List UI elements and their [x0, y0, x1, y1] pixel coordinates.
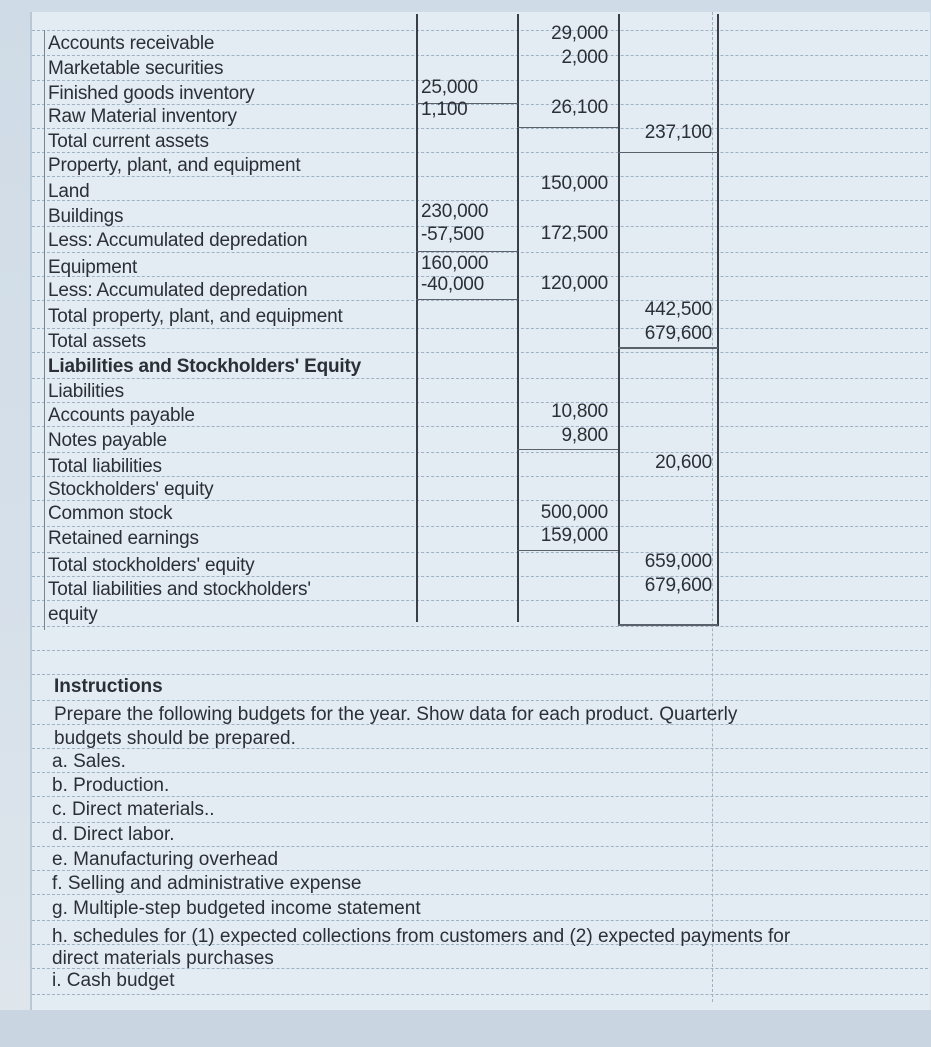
row-value: 500,000: [540, 502, 608, 523]
row-value: 679,600: [644, 575, 712, 596]
row-label: Total liabilities: [48, 456, 162, 477]
row-value: 237,100: [644, 122, 712, 143]
list-item: c. Direct materials..: [52, 799, 215, 820]
row-label: Buildings: [48, 206, 124, 227]
instructions-intro: Prepare the following budgets for the year. Show data for each product. Quarterly: [54, 704, 738, 725]
list-item: direct materials purchases: [52, 948, 274, 969]
list-item: e. Manufacturing overhead: [52, 849, 279, 870]
row-label: Stockholders' equity: [48, 479, 214, 500]
row-label: Less: Accumulated depredation: [48, 280, 308, 301]
row-label: Marketable securities: [48, 58, 224, 79]
row-value: 20,600: [655, 452, 712, 473]
row-label: Land: [48, 181, 90, 202]
row-label: Property, plant, and equipment: [48, 155, 301, 176]
row-value: -57,500: [421, 224, 485, 245]
row-label: Equipment: [48, 257, 138, 278]
page-bottom-background: [0, 1010, 931, 1047]
list-item: d. Direct labor.: [52, 824, 175, 845]
row-label: Total assets: [48, 331, 146, 352]
row-value: 442,500: [644, 299, 712, 320]
row-label: Accounts payable: [48, 405, 195, 426]
row-value: -40,000: [421, 274, 485, 295]
row-label: Total liabilities and stockholders': [48, 579, 311, 600]
row-value: 120,000: [540, 273, 608, 294]
row-value: 150,000: [540, 173, 608, 194]
list-item: h. schedules for (1) expected collections from customers and (2) expected payments for: [52, 926, 791, 947]
instructions-intro: budgets should be prepared.: [54, 728, 296, 749]
row-value: 659,000: [644, 551, 712, 572]
row-value: 172,500: [540, 223, 608, 244]
row-label: Total stockholders' equity: [48, 555, 255, 576]
row-label: Total property, plant, and equipment: [48, 306, 343, 327]
list-item: g. Multiple-step budgeted income statement: [52, 898, 421, 919]
row-value: 2,000: [561, 47, 608, 68]
row-value: 29,000: [551, 23, 608, 44]
row-label: Raw Material inventory: [48, 106, 237, 127]
row-value: 159,000: [540, 525, 608, 546]
list-item: a. Sales.: [52, 751, 126, 772]
row-value: 679,600: [644, 323, 712, 344]
row-value: 1,100: [421, 99, 468, 120]
row-label: Finished goods inventory: [48, 83, 255, 104]
row-value: 160,000: [421, 253, 489, 274]
row-value: 26,100: [551, 97, 608, 118]
row-label: equity: [48, 604, 98, 625]
row-label: Accounts receivable: [48, 33, 215, 54]
row-label: Liabilities: [48, 381, 124, 402]
row-label: Total current assets: [48, 131, 209, 152]
list-item: f. Selling and administrative expense: [52, 873, 362, 894]
instructions-heading: Instructions: [54, 676, 163, 697]
row-value: 9,800: [561, 425, 608, 446]
row-value: 10,800: [551, 401, 608, 422]
row-label: Retained earnings: [48, 528, 199, 549]
list-item: b. Production.: [52, 775, 170, 796]
row-label: Notes payable: [48, 430, 167, 451]
section-heading: Liabilities and Stockholders' Equity: [48, 356, 361, 377]
row-value: 25,000: [421, 77, 478, 98]
list-item: i. Cash budget: [52, 970, 175, 991]
row-value: 230,000: [421, 201, 489, 222]
row-label: Common stock: [48, 503, 173, 524]
row-label: Less: Accumulated depredation: [48, 230, 308, 251]
